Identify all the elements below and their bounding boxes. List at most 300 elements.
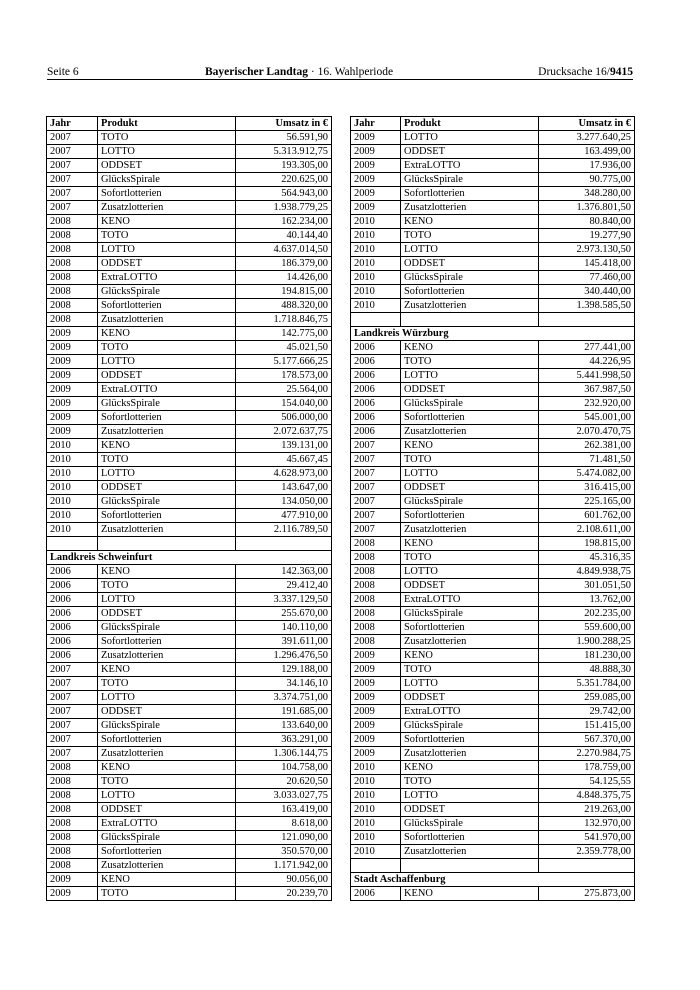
year-cell: 2008 <box>47 271 98 285</box>
year-cell: 2009 <box>47 327 98 341</box>
product-cell: LOTTO <box>98 467 236 481</box>
year-cell: 2010 <box>351 761 401 775</box>
product-cell: GlücksSpirale <box>98 285 236 299</box>
product-cell: ODDSET <box>401 257 539 271</box>
amount-cell: 5.441.998,50 <box>539 369 635 383</box>
amount-cell: 198.815,00 <box>539 537 635 551</box>
year-cell: 2007 <box>47 173 98 187</box>
amount-cell: 5.177.666,25 <box>236 355 332 369</box>
amount-cell: 13.762,00 <box>539 593 635 607</box>
product-cell: ODDSET <box>98 159 236 173</box>
year-cell: 2007 <box>47 691 98 705</box>
amount-cell: 14.426,00 <box>236 271 332 285</box>
table-row <box>351 159 635 173</box>
year-cell: 2007 <box>47 719 98 733</box>
product-cell: Zusatzlotterien <box>98 649 236 663</box>
table-row <box>351 257 635 271</box>
amount-cell: 559.600,00 <box>539 621 635 635</box>
product-cell: ODDSET <box>98 257 236 271</box>
product-cell: KENO <box>98 439 236 453</box>
table-row <box>351 411 635 425</box>
table-row <box>351 439 635 453</box>
year-cell: 2007 <box>47 145 98 159</box>
product-cell: LOTTO <box>98 789 236 803</box>
year-cell: 2006 <box>351 355 401 369</box>
amount-cell: 1.900.288,25 <box>539 635 635 649</box>
amount-cell: 363.291,00 <box>236 733 332 747</box>
product-cell: Zusatzlotterien <box>401 747 539 761</box>
amount-cell: 44.226,95 <box>539 355 635 369</box>
amount-cell: 232.920,00 <box>539 397 635 411</box>
product-cell: KENO <box>98 873 236 887</box>
amount-cell: 19.277,90 <box>539 229 635 243</box>
amount-cell <box>539 859 635 873</box>
header-rule <box>47 79 633 80</box>
year-cell: 2006 <box>47 565 98 579</box>
product-cell: Zusatzlotterien <box>401 201 539 215</box>
table-row <box>351 467 635 481</box>
amount-cell: 142.363,00 <box>236 565 332 579</box>
product-cell: GlücksSpirale <box>401 817 539 831</box>
product-cell: Sofortlotterien <box>98 635 236 649</box>
table-row <box>47 229 332 243</box>
table-row <box>47 411 332 425</box>
table-row <box>47 313 332 327</box>
table-row <box>47 635 332 649</box>
table-row <box>47 887 332 901</box>
product-cell: TOTO <box>98 677 236 691</box>
product-cell: LOTTO <box>98 243 236 257</box>
table-row <box>351 845 635 859</box>
year-cell: 2009 <box>47 369 98 383</box>
year-cell: 2009 <box>47 411 98 425</box>
table-row <box>351 831 635 845</box>
table-row <box>351 607 635 621</box>
product-cell: TOTO <box>401 229 539 243</box>
column-header-amount: Umsatz in € <box>539 117 635 131</box>
amount-cell: 154.040,00 <box>236 397 332 411</box>
year-cell: 2006 <box>47 593 98 607</box>
year-cell: 2008 <box>351 635 401 649</box>
product-cell: GlücksSpirale <box>401 173 539 187</box>
product-cell: Zusatzlotterien <box>401 845 539 859</box>
amount-cell: 145.418,00 <box>539 257 635 271</box>
year-cell: 2008 <box>47 313 98 327</box>
amount-cell: 142.775,00 <box>236 327 332 341</box>
product-cell: LOTTO <box>98 593 236 607</box>
product-cell: Zusatzlotterien <box>401 425 539 439</box>
year-cell: 2009 <box>351 173 401 187</box>
product-cell: LOTTO <box>98 355 236 369</box>
year-cell: 2008 <box>47 257 98 271</box>
region-heading: Landkreis Schweinfurt <box>47 551 332 565</box>
table-row <box>47 131 332 145</box>
product-cell: KENO <box>401 215 539 229</box>
table-row <box>351 537 635 551</box>
year-cell: 2007 <box>351 439 401 453</box>
product-cell: ODDSET <box>98 607 236 621</box>
table-row <box>351 299 635 313</box>
amount-cell: 225.165,00 <box>539 495 635 509</box>
table-row <box>47 733 332 747</box>
amount-cell: 129.188,00 <box>236 663 332 677</box>
year-cell: 2007 <box>351 453 401 467</box>
amount-cell: 2.270.984,75 <box>539 747 635 761</box>
legislative-period: 16. Wahlperiode <box>317 66 394 78</box>
table-row <box>351 789 635 803</box>
table-row <box>47 817 332 831</box>
table-row <box>47 145 332 159</box>
table-row <box>351 887 635 901</box>
product-cell: Sofortlotterien <box>401 411 539 425</box>
year-cell: 2008 <box>47 789 98 803</box>
amount-cell: 163.499,00 <box>539 145 635 159</box>
year-cell: 2010 <box>351 285 401 299</box>
table-row <box>351 271 635 285</box>
year-cell: 2008 <box>351 565 401 579</box>
product-cell: LOTTO <box>98 145 236 159</box>
product-cell: GlücksSpirale <box>98 831 236 845</box>
table-row <box>47 845 332 859</box>
region-heading-row <box>351 873 635 887</box>
year-cell: 2007 <box>47 159 98 173</box>
product-cell: Sofortlotterien <box>98 299 236 313</box>
year-cell: 2010 <box>351 229 401 243</box>
amount-cell: 2.072.637,75 <box>236 425 332 439</box>
table-row <box>47 691 332 705</box>
column-header-product: Produkt <box>401 117 539 131</box>
product-cell: ODDSET <box>401 691 539 705</box>
year-cell: 2010 <box>351 817 401 831</box>
region-heading-row <box>351 327 635 341</box>
product-cell: GlücksSpirale <box>401 719 539 733</box>
year-cell: 2008 <box>351 607 401 621</box>
table-row <box>47 677 332 691</box>
amount-cell: 45.021,50 <box>236 341 332 355</box>
table-row <box>351 229 635 243</box>
amount-cell: 2.116.789,50 <box>236 523 332 537</box>
table-row <box>351 677 635 691</box>
column-header-amount: Umsatz in € <box>236 117 332 131</box>
year-cell: 2009 <box>351 145 401 159</box>
year-cell: 2009 <box>351 747 401 761</box>
amount-cell: 367.987,50 <box>539 383 635 397</box>
year-cell: 2010 <box>47 523 98 537</box>
year-cell: 2009 <box>47 887 98 901</box>
table-row <box>47 523 332 537</box>
year-cell: 2008 <box>351 579 401 593</box>
table-row <box>351 747 635 761</box>
column-header-year: Jahr <box>47 117 98 131</box>
year-cell: 2007 <box>47 131 98 145</box>
amount-cell: 1.938.779,25 <box>236 201 332 215</box>
product-cell: GlücksSpirale <box>98 397 236 411</box>
year-cell: 2009 <box>47 397 98 411</box>
amount-cell: 162.234,00 <box>236 215 332 229</box>
table-row <box>351 523 635 537</box>
amount-cell: 275.873,00 <box>539 887 635 901</box>
table-row <box>47 705 332 719</box>
product-cell: TOTO <box>98 341 236 355</box>
table-row <box>351 173 635 187</box>
product-cell: LOTTO <box>401 677 539 691</box>
amount-cell: 191.685,00 <box>236 705 332 719</box>
column-header-product: Produkt <box>98 117 236 131</box>
year-cell: 2010 <box>47 509 98 523</box>
amount-cell: 8.618,00 <box>236 817 332 831</box>
document-reference <box>538 66 633 78</box>
year-cell: 2008 <box>47 817 98 831</box>
year-cell: 2009 <box>351 691 401 705</box>
amount-cell: 140.110,00 <box>236 621 332 635</box>
amount-cell: 277.441,00 <box>539 341 635 355</box>
spacer-row <box>47 537 332 551</box>
table-row <box>351 187 635 201</box>
year-cell: 2008 <box>351 537 401 551</box>
year-cell: 2009 <box>351 649 401 663</box>
product-cell: LOTTO <box>401 565 539 579</box>
amount-cell: 48.888,30 <box>539 663 635 677</box>
amount-cell: 181.230,00 <box>539 649 635 663</box>
product-cell: Sofortlotterien <box>401 831 539 845</box>
product-cell: GlücksSpirale <box>98 621 236 635</box>
product-cell: Zusatzlotterien <box>98 313 236 327</box>
year-cell: 2008 <box>47 215 98 229</box>
table-row <box>47 467 332 481</box>
table-row <box>351 705 635 719</box>
year-cell: 2010 <box>47 495 98 509</box>
year-cell: 2006 <box>351 369 401 383</box>
year-cell: 2006 <box>351 425 401 439</box>
table-row <box>351 145 635 159</box>
product-cell: KENO <box>98 565 236 579</box>
amount-cell: 2.108.611,00 <box>539 523 635 537</box>
product-cell: LOTTO <box>98 691 236 705</box>
table-row <box>47 299 332 313</box>
amount-cell: 316.415,00 <box>539 481 635 495</box>
year-cell: 2009 <box>351 705 401 719</box>
product-cell: TOTO <box>401 551 539 565</box>
spacer-row <box>351 859 635 873</box>
amount-cell: 4.637.014,50 <box>236 243 332 257</box>
product-cell: Sofortlotterien <box>401 733 539 747</box>
table-row <box>351 285 635 299</box>
amount-cell: 391.611,00 <box>236 635 332 649</box>
column-header-year: Jahr <box>351 117 401 131</box>
table-row <box>351 579 635 593</box>
product-cell: KENO <box>401 887 539 901</box>
product-cell: TOTO <box>401 775 539 789</box>
year-cell: 2008 <box>47 229 98 243</box>
amount-cell: 1.306.144,75 <box>236 747 332 761</box>
product-cell: ODDSET <box>401 145 539 159</box>
year-cell <box>351 859 401 873</box>
product-cell: TOTO <box>401 355 539 369</box>
amount-cell: 541.970,00 <box>539 831 635 845</box>
product-cell: ODDSET <box>401 579 539 593</box>
table-header-row <box>47 117 332 131</box>
year-cell: 2006 <box>351 341 401 355</box>
amount-cell: 5.474.082,00 <box>539 467 635 481</box>
product-cell: Sofortlotterien <box>401 187 539 201</box>
amount-cell: 178.759,00 <box>539 761 635 775</box>
product-cell: Sofortlotterien <box>98 733 236 747</box>
table-row <box>351 341 635 355</box>
table-row <box>47 663 332 677</box>
table-row <box>351 761 635 775</box>
year-cell: 2009 <box>47 341 98 355</box>
header-separator: · <box>310 66 315 78</box>
sales-table-right <box>350 116 635 901</box>
year-cell: 2006 <box>351 397 401 411</box>
table-row <box>47 747 332 761</box>
amount-cell: 5.351.784,00 <box>539 677 635 691</box>
amount-cell <box>236 537 332 551</box>
year-cell: 2010 <box>47 439 98 453</box>
year-cell: 2008 <box>47 859 98 873</box>
amount-cell: 506.000,00 <box>236 411 332 425</box>
table-row <box>351 215 635 229</box>
year-cell: 2010 <box>351 299 401 313</box>
amount-cell: 350.570,00 <box>236 845 332 859</box>
product-cell: TOTO <box>401 453 539 467</box>
region-heading: Landkreis Würzburg <box>351 327 635 341</box>
year-cell: 2010 <box>351 215 401 229</box>
year-cell: 2008 <box>47 831 98 845</box>
year-cell: 2010 <box>351 845 401 859</box>
amount-cell: 34.146,10 <box>236 677 332 691</box>
amount-cell: 40.144,40 <box>236 229 332 243</box>
table-row <box>351 663 635 677</box>
product-cell: Zusatzlotterien <box>401 523 539 537</box>
amount-cell: 132.970,00 <box>539 817 635 831</box>
product-cell: TOTO <box>98 579 236 593</box>
year-cell: 2008 <box>351 551 401 565</box>
year-cell: 2009 <box>351 719 401 733</box>
table-row <box>47 355 332 369</box>
amount-cell: 151.415,00 <box>539 719 635 733</box>
table-row <box>47 215 332 229</box>
table-row <box>47 257 332 271</box>
product-cell: ODDSET <box>98 803 236 817</box>
product-cell: Zusatzlotterien <box>98 747 236 761</box>
document-prefix: Drucksache 16/ <box>538 66 610 78</box>
table-row <box>47 803 332 817</box>
table-row <box>351 803 635 817</box>
amount-cell: 1.398.585,50 <box>539 299 635 313</box>
product-cell: TOTO <box>98 453 236 467</box>
table-row <box>47 789 332 803</box>
table-row <box>351 495 635 509</box>
year-cell: 2008 <box>47 775 98 789</box>
product-cell: ExtraLOTTO <box>98 271 236 285</box>
year-cell: 2008 <box>47 761 98 775</box>
year-cell: 2008 <box>47 299 98 313</box>
table-row <box>47 439 332 453</box>
year-cell: 2006 <box>351 887 401 901</box>
amount-cell: 178.573,00 <box>236 369 332 383</box>
product-cell: TOTO <box>98 887 236 901</box>
table-row <box>47 579 332 593</box>
amount-cell: 20.239,70 <box>236 887 332 901</box>
table-row <box>47 271 332 285</box>
product-cell: KENO <box>401 439 539 453</box>
table-row <box>47 509 332 523</box>
amount-cell: 4.848.375,75 <box>539 789 635 803</box>
product-cell: ExtraLOTTO <box>401 593 539 607</box>
product-cell: LOTTO <box>401 467 539 481</box>
table-row <box>351 425 635 439</box>
product-cell: LOTTO <box>401 369 539 383</box>
year-cell: 2009 <box>351 159 401 173</box>
table-row <box>351 481 635 495</box>
year-cell: 2010 <box>47 467 98 481</box>
table-row <box>351 369 635 383</box>
product-cell: Zusatzlotterien <box>98 523 236 537</box>
document-number: 9415 <box>610 66 633 78</box>
product-cell: ODDSET <box>401 383 539 397</box>
amount-cell: 134.050,00 <box>236 495 332 509</box>
amount-cell: 4.628.973,00 <box>236 467 332 481</box>
year-cell: 2010 <box>351 789 401 803</box>
amount-cell: 139.131,00 <box>236 439 332 453</box>
product-cell: Zusatzlotterien <box>401 299 539 313</box>
product-cell: Sofortlotterien <box>401 509 539 523</box>
amount-cell: 567.370,00 <box>539 733 635 747</box>
product-cell: KENO <box>98 761 236 775</box>
year-cell: 2009 <box>351 677 401 691</box>
amount-cell: 71.481,50 <box>539 453 635 467</box>
year-cell: 2009 <box>351 733 401 747</box>
product-cell: TOTO <box>98 131 236 145</box>
table-row <box>351 355 635 369</box>
amount-cell: 1.296.476,50 <box>236 649 332 663</box>
year-cell: 2008 <box>47 845 98 859</box>
amount-cell: 4.849.938,75 <box>539 565 635 579</box>
year-cell: 2009 <box>47 383 98 397</box>
year-cell: 2009 <box>351 201 401 215</box>
year-cell: 2008 <box>351 593 401 607</box>
amount-cell: 601.762,00 <box>539 509 635 523</box>
amount-cell: 3.033.027,75 <box>236 789 332 803</box>
year-cell: 2010 <box>351 243 401 257</box>
amount-cell: 25.564,00 <box>236 383 332 397</box>
product-cell: TOTO <box>98 775 236 789</box>
product-cell: Sofortlotterien <box>98 509 236 523</box>
table-row <box>351 565 635 579</box>
amount-cell: 340.440,00 <box>539 285 635 299</box>
product-cell: Zusatzlotterien <box>98 201 236 215</box>
product-cell: KENO <box>401 649 539 663</box>
table-row <box>351 691 635 705</box>
table-row <box>47 859 332 873</box>
year-cell: 2007 <box>47 733 98 747</box>
amount-cell: 301.051,50 <box>539 579 635 593</box>
amount-cell: 90.775,00 <box>539 173 635 187</box>
table-row <box>351 397 635 411</box>
year-cell: 2006 <box>47 621 98 635</box>
table-row <box>351 733 635 747</box>
product-cell: Sofortlotterien <box>401 621 539 635</box>
sales-table-left <box>46 116 332 901</box>
table-row <box>351 131 635 145</box>
amount-cell: 5.313.912,75 <box>236 145 332 159</box>
product-cell: Sofortlotterien <box>98 411 236 425</box>
year-cell: 2007 <box>47 677 98 691</box>
table-row <box>47 285 332 299</box>
amount-cell: 17.936,00 <box>539 159 635 173</box>
page-number: Seite 6 <box>47 66 79 78</box>
